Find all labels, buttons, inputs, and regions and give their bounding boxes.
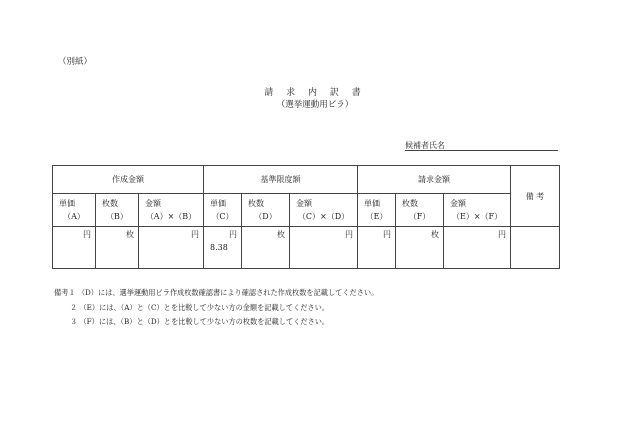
header-code: （A）×（B） [145,212,197,221]
value-cell-count-b[interactable] [96,227,139,269]
header-label: 金額 [296,199,312,208]
value-cell-amount-ab[interactable] [139,227,204,269]
value-cell-unit-price-a[interactable] [53,227,96,269]
unit-label: 円 [229,230,237,239]
header-cell [444,194,511,227]
header-cell [53,194,96,227]
header-code: （F） [408,212,431,221]
claim-breakdown-table [52,165,560,269]
value-cell-amount-cd[interactable] [290,227,358,269]
header-code: （E） [365,212,388,221]
header-cell [96,194,139,227]
value-cell-count-d[interactable] [242,227,290,269]
unit-label: 円 [83,230,91,239]
header-label: 単価 [364,199,381,208]
header-code: （C）×（D） [297,212,350,221]
header-code: （D） [254,212,277,221]
column-header-row [53,194,560,227]
header-cell [290,194,358,227]
unit-label: 円 [191,230,199,239]
notes-section [54,286,378,330]
unit-label: 円 [345,230,354,239]
note-item: ２ （E）には、（A）と（C）とを比較して少ない方の金額を記載してください。 [70,302,330,312]
value-cell-amount-ef[interactable] [444,227,511,269]
value-cell-unit-price-c[interactable] [204,227,242,269]
value-cell-remarks[interactable] [511,227,560,269]
group-claim-amount: 請求金額 [358,166,511,194]
unit-label: 円 [383,230,392,239]
note-item: ３ （F）には、（B）と（D）とを比較して少ない方の枚数を記載してください。 [70,317,330,327]
document-subtitle: （選挙運動用ビラ） [276,100,354,110]
candidate-name-field[interactable]: 候補者氏名 [405,140,558,151]
standard-rate-value: 8.38 [210,243,228,252]
group-standard-limit: 基準限度額 [204,166,358,194]
unit-label: 枚 [126,230,134,239]
header-label: 金額 [145,199,161,208]
group-production-amount: 作成金額 [53,166,204,194]
unit-label: 枚 [431,230,440,239]
header-label: 単価 [59,199,75,208]
header-label: 単価 [210,199,226,208]
header-code: （E）×（F） [451,212,503,221]
group-remarks: 備 考 [511,166,560,227]
unit-label: 円 [498,230,507,239]
value-row [53,227,560,269]
unit-label: 枚 [277,230,285,239]
header-code: （A） [63,212,85,221]
header-label: 枚数 [402,199,419,208]
header-cell [204,194,242,227]
header-cell [358,194,396,227]
value-cell-unit-price-e[interactable] [358,227,396,269]
header-cell [242,194,290,227]
document-title: 請 求 内 訳 書 [264,88,366,98]
attachment-label: （別紙） [58,57,93,67]
group-header-row [53,166,560,194]
note-item: 備考１ （D）には、選挙運動用ビラ作成枚数確認書により確認された作成枚数を記載してください。 [54,288,379,297]
header-code: （C） [211,212,234,221]
header-cell [139,194,204,227]
header-label: 枚数 [248,199,264,208]
header-label: 枚数 [102,199,118,208]
header-cell [396,194,444,227]
header-label: 金額 [450,199,467,208]
value-cell-count-f[interactable] [396,227,444,269]
header-code: （B） [106,212,128,221]
